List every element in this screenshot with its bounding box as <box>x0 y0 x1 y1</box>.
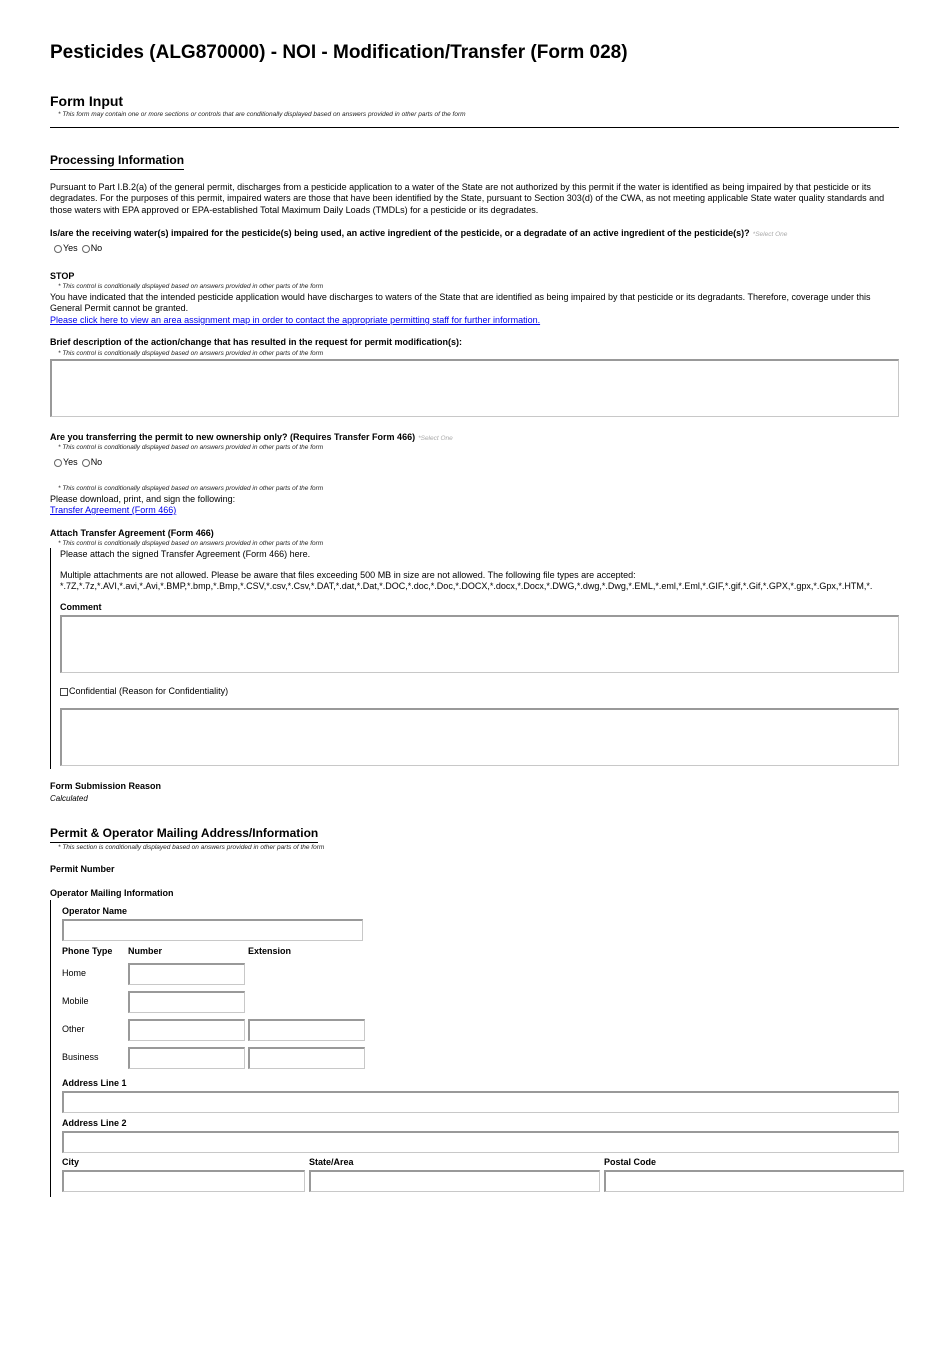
radio-icon[interactable] <box>82 245 90 253</box>
address1-label: Address Line 1 <box>62 1078 127 1088</box>
transfer-question-text: Are you transferring the permit to new ownership only? (Requires Transfer Form 466) <box>50 432 416 442</box>
transfer-agreement-link[interactable]: Transfer Agreement (Form 466) <box>50 505 177 515</box>
processing-paragraph: Pursuant to Part I.B.2(a) of the general permit, discharges from a pesticide application to a water of the State are not authorized by this permit if the water is identified as being impaired by that pesticide or its degradates. For the purposes of this permit, impaired waters are those that have been identified by the State, pursuant to Section 303(d) of the CWA, as not meeting applicable State water quality standards and those waters with EPA approved or EPA-established Total Maximum Daily Loads (TMDLs) for a pesticide or its degradates. <box>50 182 885 215</box>
phone-type-other: Other <box>62 1024 85 1034</box>
phone-type-mobile: Mobile <box>62 996 89 1006</box>
permit-section-heading: Permit & Operator Mailing Address/Information <box>50 826 318 843</box>
other-phone-number-input[interactable] <box>128 1019 245 1041</box>
download-control-note: * This control is conditionally displayed based on answers provided in other parts of the form <box>58 485 324 492</box>
attach-section-bar <box>50 548 51 769</box>
brief-description-label: Brief description of the action/change that has resulted in the request for permit modification(s): <box>50 337 463 347</box>
permit-number-label: Permit Number <box>50 864 115 874</box>
postal-code-input[interactable] <box>604 1170 904 1192</box>
confidential-label: Confidential (Reason for Confidentiality) <box>69 686 229 696</box>
permit-section-note: * This section is conditionally displayed based on answers provided in other parts of the form <box>58 844 325 851</box>
brief-description-textarea[interactable] <box>50 359 899 417</box>
home-phone-number-input[interactable] <box>128 963 245 985</box>
operator-name-label: Operator Name <box>62 906 128 916</box>
form-input-note: * This form may contain one or more sections or controls that are conditionally displayed based on answers provided in other parts of the form <box>58 111 466 118</box>
address2-input[interactable] <box>62 1131 899 1153</box>
comment-label: Comment <box>60 602 102 612</box>
form-input-divider <box>50 127 899 128</box>
download-text: Please download, print, and sign the following: <box>50 494 236 504</box>
business-phone-extension-input[interactable] <box>248 1047 365 1069</box>
radio-icon[interactable] <box>54 245 62 253</box>
impaired-radio-group <box>54 243 102 253</box>
mobile-phone-number-input[interactable] <box>128 991 245 1013</box>
impaired-question-text: Is/are the receiving water(s) impaired for the pesticide(s) being used, an active ingredient of the pesticide, or a degradate of an active ingredient of the pesticide(s)? <box>50 228 750 238</box>
transfer-yes-option[interactable]: Yes <box>54 457 78 467</box>
attach-file-types: *.7Z,*.7z,*.AVI,*.avi,*.Avi,*.BMP,*.bmp,*.Bmp,*.CSV,*.csv,*.Csv,*.DAT,*.dat,*.Dat,*.DOC,*.doc,*.Doc,*.DOCX,*.docx,*.Docx,*.DWG,*.dwg,*.Dwg,*.EML,*.eml,*.Eml,*.GIF,*.gif,*.Gif,*.GPX,*.gpx,*.Gpx,*.HTM,*. <box>60 581 873 591</box>
extension-header: Extension <box>248 946 292 956</box>
attach-label: Attach Transfer Agreement (Form 466) <box>50 528 214 538</box>
city-input[interactable] <box>62 1170 305 1192</box>
confidential-textarea[interactable] <box>60 708 899 766</box>
attach-control-note: * This control is conditionally displayed based on answers provided in other parts of the form <box>58 540 324 547</box>
processing-heading: Processing Information <box>50 153 184 170</box>
operator-mailing-label: Operator Mailing Information <box>50 888 174 898</box>
form-input-heading: Form Input <box>50 93 124 109</box>
transfer-no-option[interactable]: No <box>82 457 103 467</box>
page-title: Pesticides (ALG870000) - NOI - Modification/Transfer (Form 028) <box>50 42 628 63</box>
checkbox-icon[interactable] <box>60 688 68 696</box>
operator-name-input[interactable] <box>62 919 363 941</box>
impaired-select-hint: *Select One <box>752 231 788 238</box>
brief-control-note: * This control is conditionally displayed based on answers provided in other parts of the form <box>58 350 324 357</box>
area-map-link[interactable]: Please click here to view an area assignment map in order to contact the appropriate permitting staff for further information. <box>50 315 541 325</box>
phone-type-business: Business <box>62 1052 99 1062</box>
submission-reason-label: Form Submission Reason <box>50 781 162 791</box>
impaired-no-option[interactable]: No <box>82 243 103 253</box>
number-header: Number <box>128 946 163 956</box>
transfer-control-note: * This control is conditionally displayed based on answers provided in other parts of the form <box>58 444 324 451</box>
city-label: City <box>62 1157 80 1167</box>
transfer-radio-group <box>54 457 102 467</box>
impaired-yes-option[interactable]: Yes <box>54 243 78 253</box>
comment-textarea[interactable] <box>60 615 899 673</box>
operator-section-bar <box>50 900 51 1197</box>
impaired-question <box>50 228 787 238</box>
stop-label: STOP <box>50 271 75 281</box>
transfer-select-hint: *Select One <box>418 435 453 442</box>
transfer-question <box>50 432 453 442</box>
radio-icon[interactable] <box>82 459 90 467</box>
other-phone-extension-input[interactable] <box>248 1019 365 1041</box>
state-label: State/Area <box>309 1157 354 1167</box>
stop-text: You have indicated that the intended pesticide application would have discharges to waters of the State that are identified as being impaired by that pesticide or its degradants. Therefore, coverage under this General Permit cannot be granted. <box>50 292 871 314</box>
submission-reason-value: Calculated <box>50 794 88 803</box>
radio-icon[interactable] <box>54 459 62 467</box>
business-phone-number-input[interactable] <box>128 1047 245 1069</box>
phone-type-header: Phone Type <box>62 946 113 956</box>
state-input[interactable] <box>309 1170 600 1192</box>
stop-control-note: * This control is conditionally displayed based on answers provided in other parts of the form <box>58 283 324 290</box>
confidential-option[interactable] <box>60 686 228 696</box>
attach-text: Please attach the signed Transfer Agreement (Form 466) here. <box>60 549 311 559</box>
phone-type-home: Home <box>62 968 87 978</box>
address1-input[interactable] <box>62 1091 899 1113</box>
postal-code-label: Postal Code <box>604 1157 657 1167</box>
address2-label: Address Line 2 <box>62 1118 127 1128</box>
attach-rules: Multiple attachments are not allowed. Please be aware that files exceeding 500 MB in size are not allowed. The following file types are accepted: <box>60 570 636 580</box>
